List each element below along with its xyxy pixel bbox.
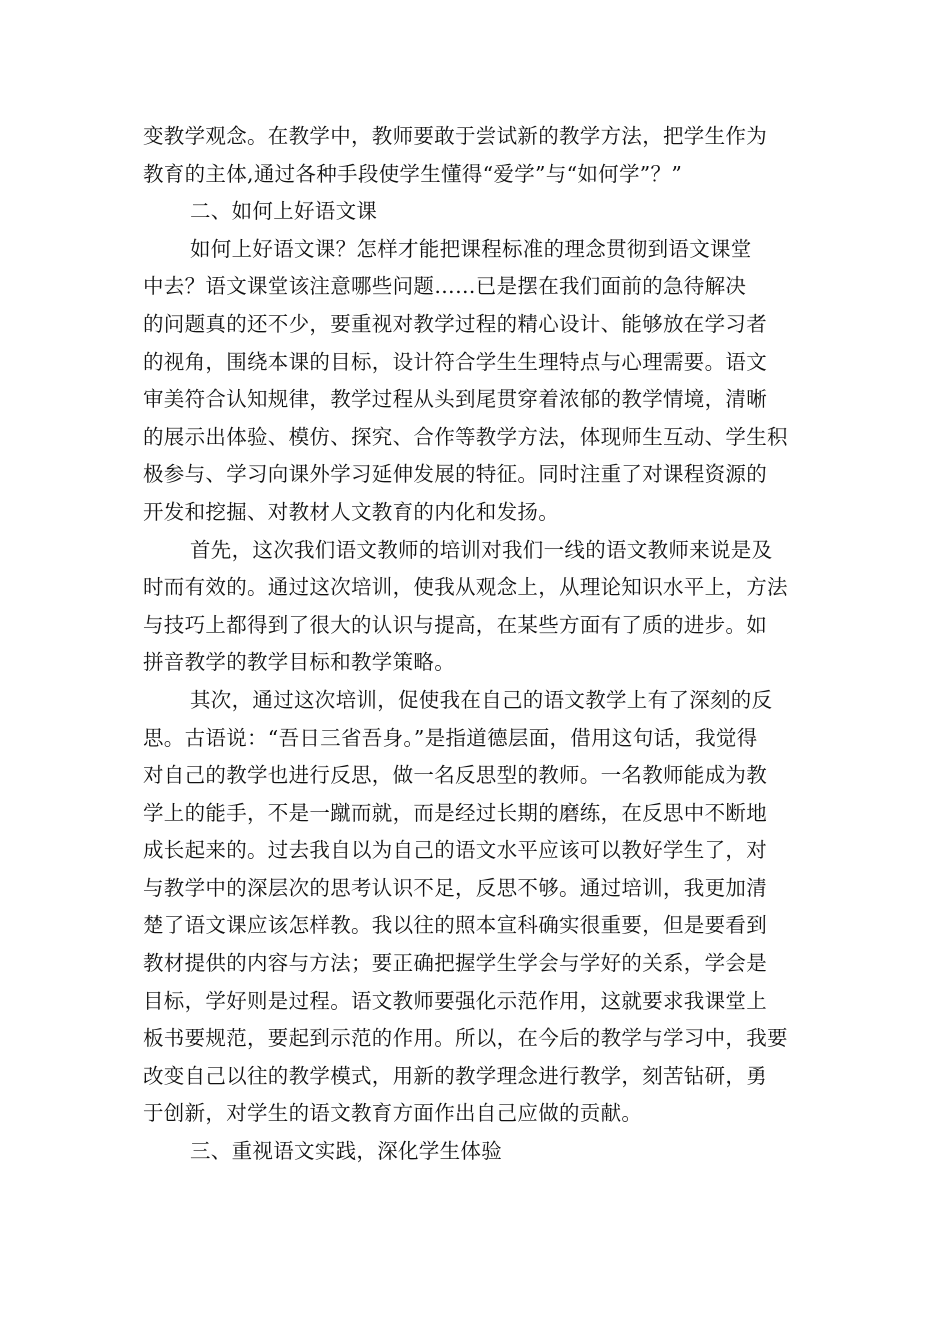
text-line: 教材提供的内容与方法；要正确把握学生学会与学好的关系，学会是	[143, 951, 767, 976]
text-line: 的问题真的还不少，要重视对教学过程的精心设计、能够放在学习者	[143, 311, 767, 336]
text-line: 改变自己以往的教学模式，用新的教学理念进行教学，刻苦钻研，勇	[143, 1063, 767, 1088]
text-line: 对自己的教学也进行反思，做一名反思型的教师。一名教师能成为教	[143, 763, 767, 788]
text-line: 学上的能手，不是一蹴而就，而是经过长期的磨练，在反思中不断地	[143, 800, 767, 825]
text-line: 极参与、学习向课外学习延伸发展的特征。同时注重了对课程资源的	[143, 462, 767, 487]
text-line: 审美符合认知规律，教学过程从头到尾贯穿着浓郁的教学情境，清晰	[143, 387, 767, 412]
text-line: 如何上好语文课？怎样才能把课程标准的理念贯彻到语文课堂	[190, 236, 752, 261]
document-body	[143, 118, 808, 1171]
text-line: 成长起来的。过去我自以为自己的语文水平应该可以教好学生了，对	[143, 838, 767, 863]
text-line: 变教学观念。在教学中，教师要敢于尝试新的教学方法，把学生作为	[143, 124, 767, 148]
text-line: 开发和挖掘、对教材人文教育的内化和发扬。	[143, 499, 559, 524]
text-line: 与技巧上都得到了很大的认识与提高，在某些方面有了质的进步。如	[143, 612, 767, 637]
text-line: 的视角，围绕本课的目标，设计符合学生生理特点与心理需要。语文	[143, 349, 767, 374]
text-line: 时而有效的。通过这次培训，使我从观念上，从理论知识水平上，方法	[143, 575, 788, 600]
text-line: 楚了语文课应该怎样教。我以往的照本宣科确实很重要，但是要看到	[143, 913, 767, 938]
section-heading: 三、重视语文实践，深化学生体验	[190, 1139, 502, 1164]
text-line: 拼音教学的教学目标和教学策略。	[143, 650, 455, 675]
text-line: 与教学中的深层次的思考认识不足，反思不够。通过培训，我更加清	[143, 875, 767, 900]
text-line: 教育的主体,通过各种手段使学生懂得“爱学”与“如何学”？”	[143, 161, 683, 186]
text-line: 于创新，对学生的语文教育方面作出自己应做的贡献。	[143, 1101, 643, 1126]
text-line: 首先，这次我们语文教师的培训对我们一线的语文教师来说是及	[190, 537, 773, 562]
text-line: 思。古语说：“吾日三省吾身。”是指道德层面，借用这句话，我觉得	[143, 725, 758, 750]
text-line: 其次，通过这次培训，促使我在自己的语文教学上有了深刻的反	[190, 687, 773, 712]
text-line: 板书要规范，要起到示范的作用。所以，在今后的教学与学习中，我要	[143, 1026, 788, 1051]
text-line: 的展示出体验、模仿、探究、合作等教学方法，体现师生互动、学生积	[143, 424, 788, 449]
text-line: 中去？语文课堂该注意哪些问题……已是摆在我们面前的急待解决	[143, 274, 747, 299]
section-heading: 二、如何上好语文课	[190, 199, 378, 224]
text-line: 目标，学好则是过程。语文教师要强化示范作用，这就要求我课堂上	[143, 988, 767, 1013]
